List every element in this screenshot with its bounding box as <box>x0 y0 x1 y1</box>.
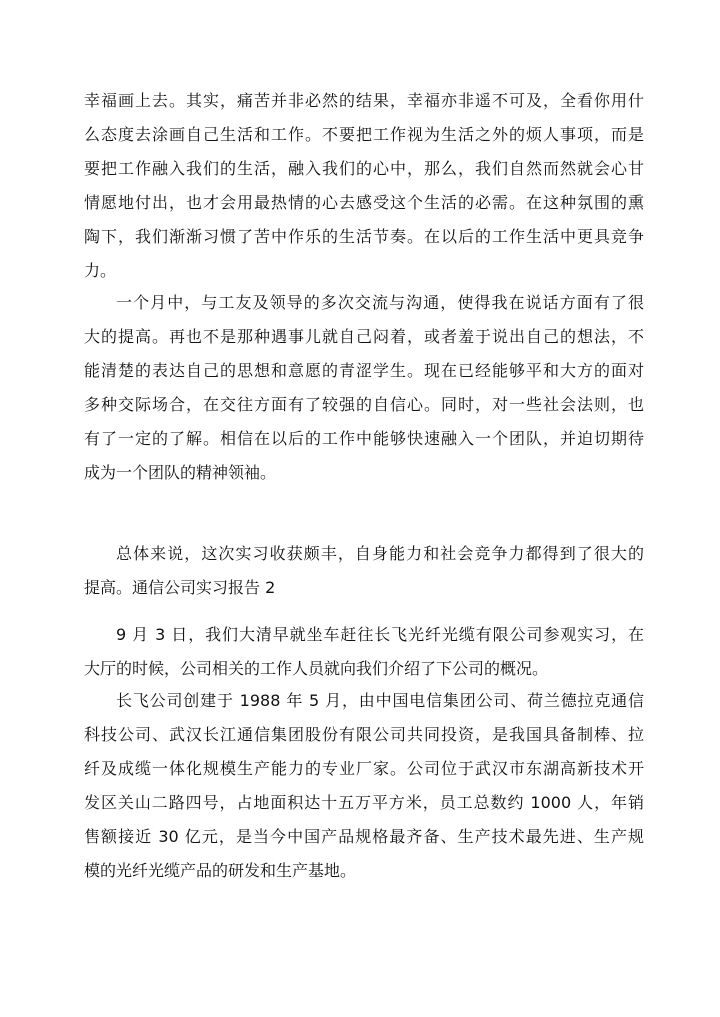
text-line: 有了一定的了解。相信在以后的工作中能够快速融入一个团队，并迫切期待 <box>84 429 644 448</box>
text-line: 总体来说，这次实习收获颇丰，自身能力和社会竞争力都得到了很大的 <box>116 544 644 563</box>
text-line: 大厅的时候，公司相关的工作人员就向我们介绍了下公司的概况。 <box>84 659 549 678</box>
text-line: 能清楚的表达自己的思想和意愿的青涩学生。现在已经能够平和大方的面对 <box>84 361 644 380</box>
text-line: 发区关山二路四号，占地面积达十五万平方米，员工总数约 1000 人，年销 <box>84 793 644 812</box>
text-line: 纤及成缆一体化规模生产能力的专业厂家。公司位于武汉市东湖高新技术开 <box>84 759 644 778</box>
text-line: 提高。通信公司实习报告 2 <box>84 578 276 597</box>
text-line: 模的光纤光缆产品的研发和生产基地。 <box>84 861 357 880</box>
text-line: 陶下，我们渐渐习惯了苦中作乐的生活节奏。在以后的工作生活中更具竞争 <box>84 227 644 246</box>
text-line: 9 月 3 日，我们大清早就坐车赶往长飞光纤光缆有限公司参观实习，在 <box>116 625 644 644</box>
text-line: 大的提高。再也不是那种遇事儿就自己闷着，或者羞于说出自己的想法，不 <box>84 327 644 346</box>
text-line: 科技公司、武汉长江通信集团股份有限公司共同投资，是我国具备制棒、拉 <box>84 725 644 744</box>
paragraph-happiness <box>84 84 644 288</box>
text-line: 一个月中，与工友及领导的多次交流与沟通，使得我在说话方面有了很 <box>116 293 644 312</box>
text-line: 成为一个团队的精神领袖。 <box>84 463 277 482</box>
text-line: 情愿地付出，也才会用最热情的心去感受这个生活的必需。在这种氛围的熏 <box>84 193 644 212</box>
paragraph-visit <box>84 618 644 686</box>
text-line: 售额接近 30 亿元，是当今中国产品规格最齐备、生产技术最先进、生产规 <box>84 827 644 846</box>
text-line: 要把工作融入我们的生活，融入我们的心中，那么，我们自然而然就会心甘 <box>84 159 644 178</box>
text-line: 长飞公司创建于 1988 年 5 月，由中国电信集团公司、荷兰德拉克通信 <box>116 691 644 710</box>
paragraph-company-intro <box>84 684 644 888</box>
paragraph-communication <box>84 286 644 490</box>
text-line: 么态度去涂画自己生活和工作。不要把工作视为生活之外的烦人事项，而是 <box>84 125 644 144</box>
text-line: 力。 <box>84 261 117 280</box>
text-line: 多种交际场合，在交往方面有了较强的自信心。同时，对一些社会法则，也 <box>84 395 644 414</box>
text-line: 幸福画上去。其实，痛苦并非必然的结果，幸福亦非遥不可及，全看你用什 <box>84 91 644 110</box>
paragraph-summary <box>84 537 644 605</box>
